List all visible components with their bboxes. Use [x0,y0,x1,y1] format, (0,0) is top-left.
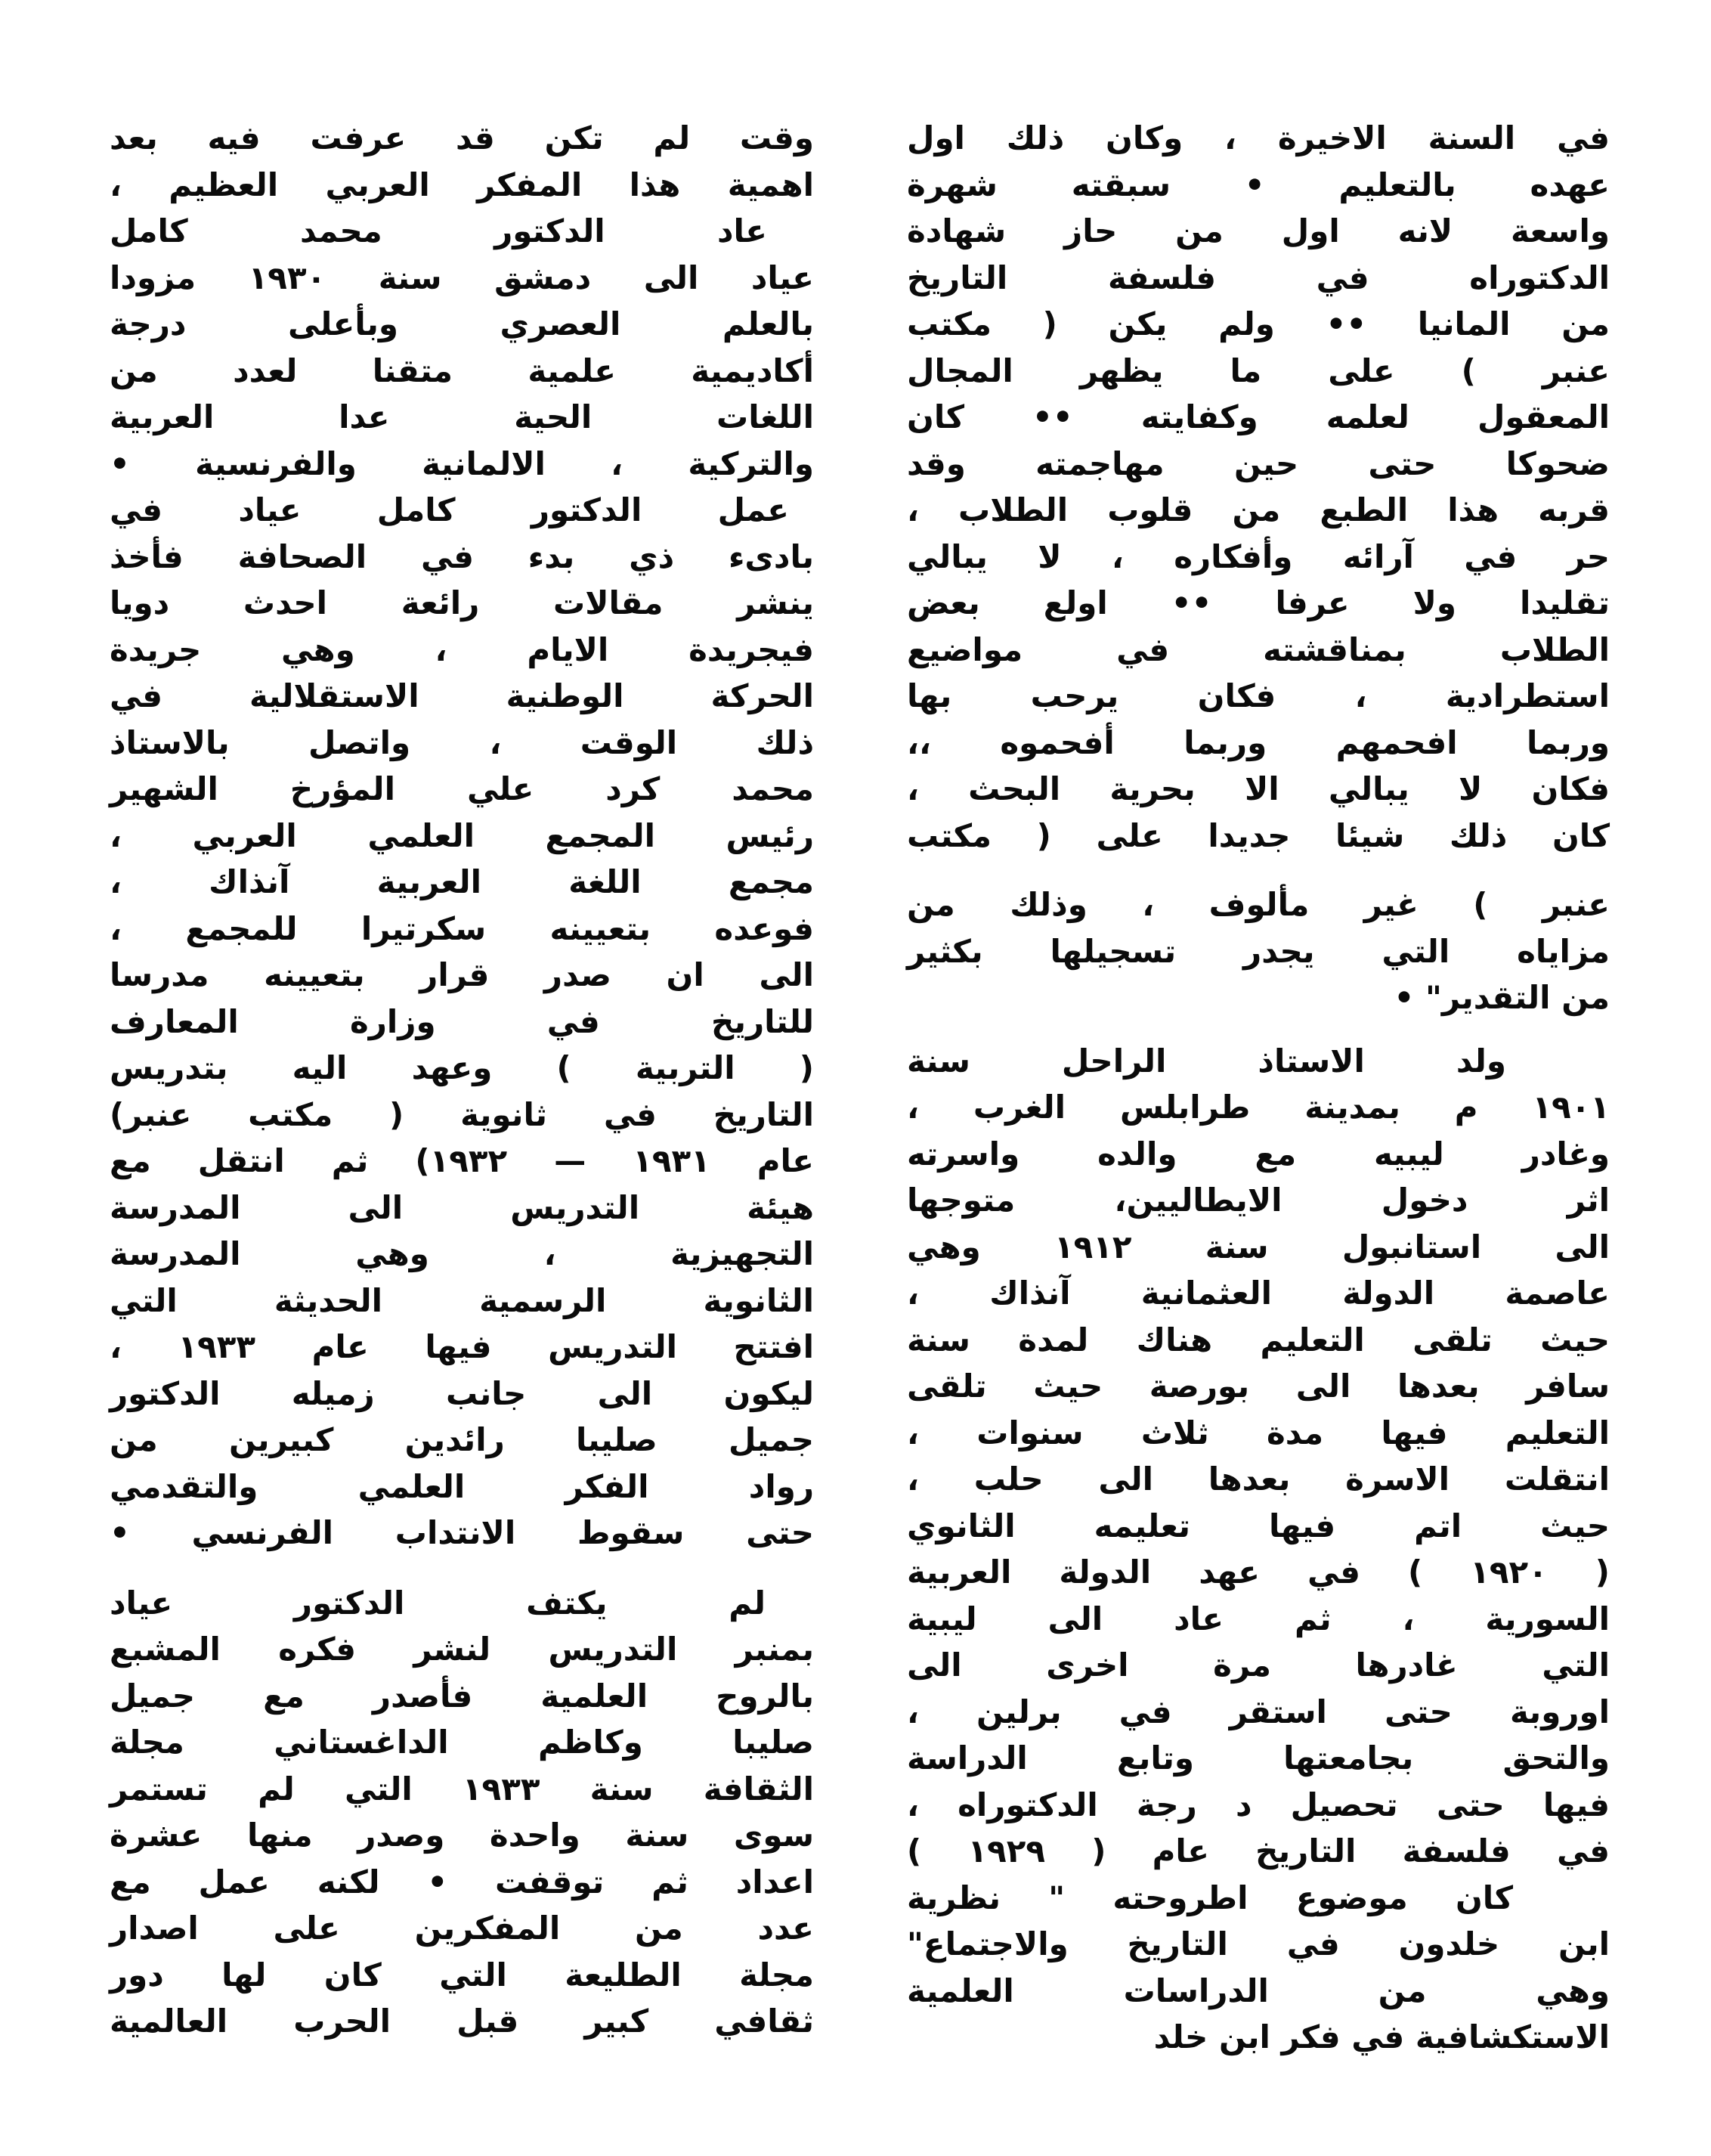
right-column-line: التي غادرها مرة اخرى الى [907,1646,1610,1684]
right-column-line: المعقول لعلمه وكفايته •• كان [907,398,1610,435]
left-column-line: التاريخ في ثانوية ( مكتب عنبر) [110,1095,814,1133]
right-column-line: والتحق بجامعتها وتابع الدراسة [907,1739,1610,1777]
left-column-line: بالعلم العصري وبأعلى درجة [110,305,814,342]
left-column-line: ( التربية ) وعهد اليه بتدريس [110,1049,814,1086]
left-column-line: محمد كرد علي المؤرخ الشهير [110,770,814,807]
left-column-line: أكاديمية علمية متقنا لعدد من [110,352,814,389]
right-column-line: ١٩٠١ م بمدينة طرابلس الغرب ، [907,1089,1610,1126]
right-column-line: سافر بعدها الى بورصة حيث تلقى [907,1368,1610,1405]
left-column [110,115,814,2045]
right-column-line: عنبر ) على ما يظهر المجال [907,352,1610,389]
left-column-line: الحركة الوطنية الاستقلالية في [110,677,814,714]
left-column-line: وقت لم تكن قد عرفت فيه بعد [110,119,814,156]
right-column-line: فكان لا يبالي الا بحرية البحث ، [907,770,1610,807]
left-column-line: سوى سنة واحدة وصدر منها عشرة [110,1817,814,1854]
right-column-line: قربه هذا الطبع من قلوب الطلاب ، [907,491,1610,528]
left-column-line: التجهيزية ، وهي المدرسة [110,1235,814,1272]
left-column-line: عام ١٩٣١ — ١٩٣٢) ثم انتقل مع [110,1142,814,1179]
right-column-line: في فلسفة التاريخ عام ( ١٩٢٩ ) [907,1832,1610,1869]
left-column-line: فوعده بتعيينه سكرتيرا للمجمع ، [110,909,814,947]
right-column-line: حيث تلقى التعليم هناك لمدة سنة [907,1321,1610,1358]
left-column-line: حتى سقوط الانتداب الفرنسي • [110,1514,814,1551]
right-column-line: عاصمة الدولة العثمانية آنذاك ، [907,1275,1610,1312]
left-column-line: افتتح التدريس فيها عام ١٩٣٣ ، [110,1328,814,1365]
right-column-line: عهده بالتعليم • سبقته شهرة [907,166,1610,203]
left-column-line: مجمع اللغة العربية آنذاك ، [110,863,814,900]
right-column-line: الدكتوراه في فلسفة التاريخ [907,259,1610,296]
left-column-line: اهمية هذا المفكر العربي العظيم ، [110,166,814,203]
right-column-line: السورية ، ثم عاد الى ليبية [907,1600,1610,1637]
right-column-line: استطرادية ، فكان يرحب بها [907,677,1610,714]
left-column-line: اللغات الحية عدا العربية [110,398,814,435]
right-column-line: وهي من الدراسات العلمية [907,1972,1610,2009]
left-column-line: عاد الدكتور محمد كامل [110,212,767,249]
left-column-line: بالروح العلمية فأصدر مع جميل [110,1677,814,1715]
right-column-line: حر في آرائه وأفكاره ، لا يبالي [907,537,1610,575]
right-column-line: التعليم فيها مدة ثلاث سنوات ، [907,1414,1610,1451]
left-column-line: للتاريخ في وزارة المعارف [110,1002,814,1040]
right-column-line: ولد الاستاذ الراحل سنة [907,1042,1506,1080]
right-column-line: اوروبة حتى استقر في برلين ، [907,1693,1610,1730]
right-column-line: وربما افحمهم وربما أفحموه ،، [907,723,1610,761]
left-column-line: مجلة الطليعة التي كان لها دور [110,1956,814,1993]
left-column-line: ليكون الى جانب زميله الدكتور [110,1374,814,1412]
right-column [907,115,1610,2061]
right-column-line: كان موضوع اطروحته " نظرية [907,1879,1513,1916]
left-column-line: الى ان صدر قرار بتعيينه مدرسا [110,956,814,993]
right-column-line: الاستكشافية في فكر ابن خلد [1153,2018,1610,2055]
right-column-line: ضحوكا حتى حين مهاجمته وقد [907,445,1610,482]
right-column-line: وغادر ليبيه مع والده واسرته [907,1135,1610,1172]
left-column-line: اعداد ثم توقفت • لكنه عمل مع [110,1863,814,1900]
left-column-line: رواد الفكر العلمي والتقدمي [110,1467,814,1505]
right-column-line: الى استانبول سنة ١٩١٢ وهي [907,1228,1610,1265]
right-column-line: من المانيا •• ولم يكن ( مكتب [907,305,1610,342]
left-column-line: ينشر مقالات رائعة احدث دويا [110,584,814,621]
right-column-line: عنبر ) غير مألوف ، وذلك من [907,886,1610,923]
left-column-line: فيجريدة الايام ، وهي جريدة [110,630,814,668]
left-column-line: والتركية ، الالمانية والفرنسية • [110,445,814,482]
right-column-line: واسعة لانه اول من حاز شهادة [907,212,1610,249]
left-column-line: ثقافي كبير قبل الحرب العالمية [110,2003,814,2040]
right-column-line: كان ذلك شيئا جديدا على ( مكتب [907,816,1610,854]
right-column-line: في السنة الاخيرة ، وكان ذلك اول [907,119,1610,156]
right-column-line: من التقدير" • [1394,979,1610,1016]
left-column-line: جميل صليبا رائدين كبيرين من [110,1421,814,1458]
left-column-line: عياد الى دمشق سنة ١٩٣٠ مزودا [110,259,814,296]
right-column-line: ابن خلدون في التاريخ والاجتماع" [907,1925,1610,1962]
left-column-line: عدد من المفكرين على اصدار [110,1910,814,1947]
right-column-line: الطلاب بمناقشته في مواضيع [907,630,1610,668]
left-column-line: الثقافة سنة ١٩٣٣ التي لم تستمر [110,1770,814,1808]
right-column-line: فيها حتى تحصيل د رجة الدكتوراه ، [907,1786,1610,1823]
left-column-line: بادىء ذي بدء في الصحافة فأخذ [110,537,814,575]
right-column-line: مزاياه التي يجدر تسجيلها بكثير [907,932,1610,970]
left-column-line: الثانوية الرسمية الحديثة التي [110,1281,814,1319]
left-column-line: ذلك الوقت ، واتصل بالاستاذ [110,723,814,761]
right-column-line: ( ١٩٢٠ ) في عهد الدولة العربية [907,1553,1610,1591]
right-column-line: اثر دخول الايطاليين، متوجها [907,1182,1610,1219]
right-column-line: تقليدا ولا عرفا •• اولع بعض [907,584,1610,621]
left-column-line: رئيس المجمع العلمي العربي ، [110,816,814,854]
left-column-line: لم يكتف الدكتور عياد [110,1584,766,1622]
right-column-line: انتقلت الاسرة بعدها الى حلب ، [907,1461,1610,1498]
left-column-line: صليبا وكاظم الداغستاني مجلة [110,1724,814,1761]
left-column-line: عمل الدكتور كامل عياد في [110,491,789,528]
right-column-line: حيث اتم فيها تعليمه الثانوي [907,1507,1610,1544]
left-column-line: هيئة التدريس الى المدرسة [110,1188,814,1226]
left-column-line: بمنبر التدريس لنشر فكره المشبع [110,1631,814,1668]
